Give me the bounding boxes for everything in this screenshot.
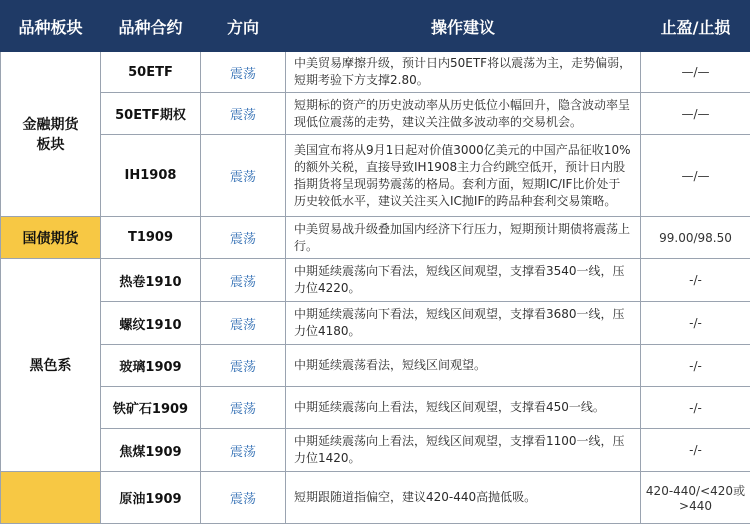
header-category: 品种板块 — [1, 1, 101, 52]
direction-cell: 震荡 — [201, 429, 286, 472]
direction-cell: 震荡 — [201, 472, 286, 524]
stop-cell: —/— — [641, 52, 750, 93]
header-stop: 止盈/止损 — [641, 1, 750, 52]
header-advice: 操作建议 — [286, 1, 641, 52]
table-row — [1, 302, 750, 345]
header-contract: 品种合约 — [101, 1, 201, 52]
header-row — [1, 1, 750, 52]
direction-cell: 震荡 — [201, 345, 286, 387]
header-direction: 方向 — [201, 1, 286, 52]
table-row — [1, 472, 750, 524]
direction-cell: 震荡 — [201, 52, 286, 93]
stop-cell: 99.00/98.50 — [641, 217, 750, 259]
contract-cell: T1909 — [101, 217, 201, 259]
table-row — [1, 52, 750, 93]
contract-cell: IH1908 — [101, 135, 201, 217]
stop-cell: —/— — [641, 135, 750, 217]
table-row — [1, 135, 750, 217]
stop-cell: -/- — [641, 302, 750, 345]
category-energy — [1, 472, 101, 524]
category-treasury: 国债期货 — [1, 217, 101, 259]
contract-cell: 螺纹1910 — [101, 302, 201, 345]
advice-cell: 中美贸易摩擦升级，预计日内50ETF将以震荡为主，走势偏弱，短期考验下方支撑2.80。 — [286, 52, 641, 93]
stop-cell: -/- — [641, 429, 750, 472]
contract-cell: 原油1909 — [101, 472, 201, 524]
stop-cell: -/- — [641, 345, 750, 387]
advice-cell: 中期延续震荡向下看法，短线区间观望，支撑看3540一线，压力位4220。 — [286, 259, 641, 302]
direction-cell: 震荡 — [201, 135, 286, 217]
stop-cell: 420-440/<420或>440 — [641, 472, 750, 524]
direction-cell: 震荡 — [201, 302, 286, 345]
table-row — [1, 259, 750, 302]
direction-cell: 震荡 — [201, 259, 286, 302]
advice-cell: 中期延续震荡向上看法，短线区间观望，支撑看450一线。 — [286, 387, 641, 429]
table-row — [1, 429, 750, 472]
stop-cell: -/- — [641, 387, 750, 429]
advice-cell: 中美贸易战升级叠加国内经济下行压力，短期预计期债将震荡上行。 — [286, 217, 641, 259]
advice-cell: 中期延续震荡向下看法，短线区间观望，支撑看3680一线，压力位4180。 — [286, 302, 641, 345]
contract-cell: 焦煤1909 — [101, 429, 201, 472]
direction-cell: 震荡 — [201, 93, 286, 135]
direction-cell: 震荡 — [201, 387, 286, 429]
table-row — [1, 217, 750, 259]
advice-cell: 短期跟随道指偏空，建议420-440高抛低吸。 — [286, 472, 641, 524]
contract-cell: 热卷1910 — [101, 259, 201, 302]
contract-cell: 玻璃1909 — [101, 345, 201, 387]
table-row — [1, 387, 750, 429]
advice-cell: 短期标的资产的历史波动率从历史低位小幅回升，隐含波动率呈现低位震荡的走势，建议关注做多波动率的交易机会。 — [286, 93, 641, 135]
category-financial: 金融期货 板块 — [1, 52, 101, 217]
table-row — [1, 345, 750, 387]
direction-cell: 震荡 — [201, 217, 286, 259]
table-row — [1, 93, 750, 135]
stop-cell: —/— — [641, 93, 750, 135]
category-black: 黑色系 — [1, 259, 101, 472]
stop-cell: -/- — [641, 259, 750, 302]
advice-cell: 中期延续震荡向上看法，短线区间观望，支撑看1100一线，压力位1420。 — [286, 429, 641, 472]
advice-cell: 美国宣布将从9月1日起对价值3000亿美元的中国产品征收10%的额外关税，直接导致IH1908主力合约跳空低开，预计日内股指期货将呈现弱势震荡的格局。套利方面，短期IC/IF比价处于历史较低水平，建议关注买入IC抛IF的跨品种套利交易策略。 — [286, 135, 641, 217]
contract-cell: 铁矿石1909 — [101, 387, 201, 429]
advice-cell: 中期延续震荡看法，短线区间观望。 — [286, 345, 641, 387]
contract-cell: 50ETF期权 — [101, 93, 201, 135]
contract-cell: 50ETF — [101, 52, 201, 93]
